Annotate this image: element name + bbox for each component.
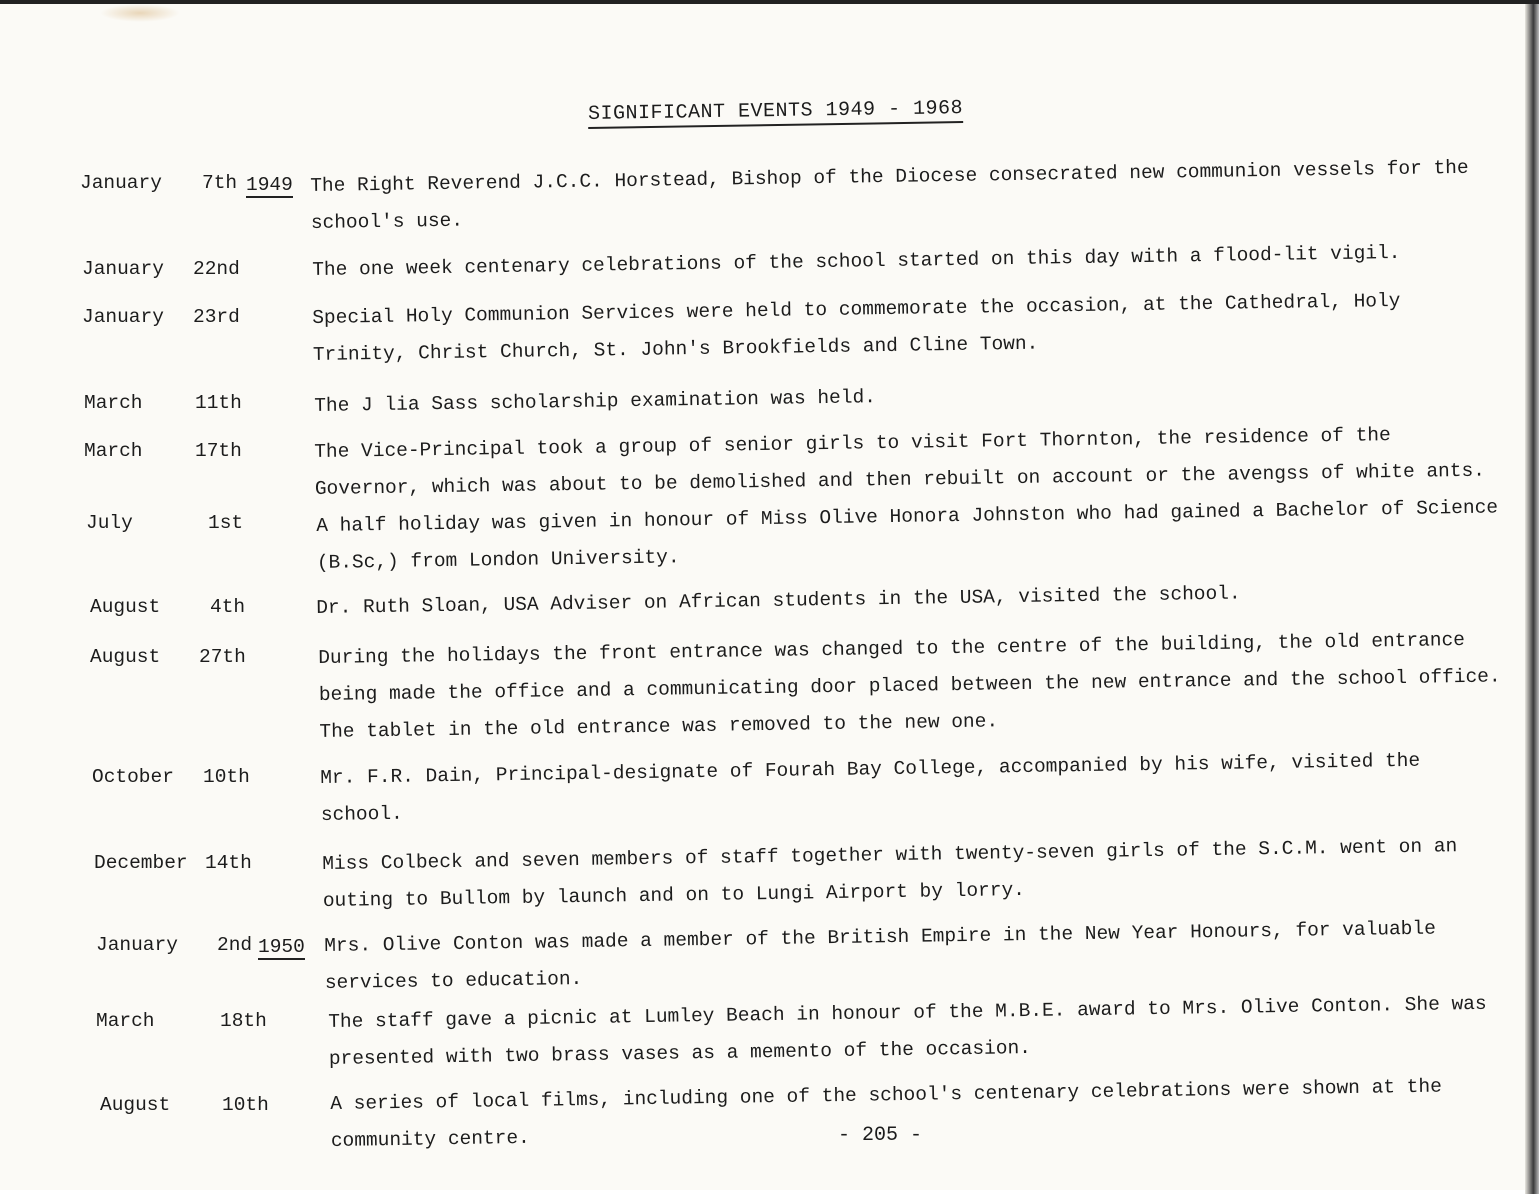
event-month: August (100, 1094, 171, 1116)
event-month: March (96, 1010, 155, 1032)
event-month: July (86, 512, 133, 534)
event-description: Mr. F.R. Dain, Principal-designate of Fourah Bay College, accompanied by his wife, visited the school. (320, 749, 1421, 826)
page-title: SIGNIFICANT EVENTS 1949 - 1968 (588, 97, 963, 129)
event-month: March (84, 392, 143, 414)
event-day: 7th (202, 172, 238, 194)
event-description: The Vice-Principal took a group of senior girls to visit Fort Thornton, the residence of the Governor, which was about to be demolished and then rebuilt on account or the avengss of white ants. (314, 424, 1486, 500)
paper-stain (100, 4, 180, 22)
event-description: During the holidays the front entrance was changed to the centre of the building, the old entrance being made the office and a communicating door placed between the new entrance and the school office. The tablet in the old entrance was removed to the new one. (318, 628, 1501, 743)
event-description: A series of local films, including one of the school's centenary celebrations were shown at the community centre. (330, 1075, 1443, 1152)
event-day: 2nd (217, 934, 253, 956)
event-description: Dr. Ruth Sloan, USA Adviser on African students in the USA, visited the school. (316, 582, 1241, 619)
event-description: The one week centenary celebrations of the school started on this day with a flood-lit vigil. (312, 241, 1401, 281)
event-month: March (84, 440, 143, 462)
event-description: The Right Reverend J.C.C. Horstead, Bishop of the Diocese consecrated new communion vessels for the school's use. (310, 156, 1469, 234)
event-description: Mrs. Olive Conton was made a member of the British Empire in the New Year Honours, for valuable services to education. (324, 917, 1437, 994)
event-month: January (82, 306, 164, 328)
event-day: 1st (208, 512, 244, 534)
event-day: 10th (203, 766, 250, 788)
event-month: August (90, 646, 161, 668)
event-year: 1950 (258, 936, 305, 958)
event-entry (0, 628, 1520, 743)
event-month: December (94, 852, 188, 874)
event-day: 27th (199, 646, 246, 668)
page-number: - 205 - (838, 1124, 923, 1147)
event-day: 22nd (193, 258, 240, 280)
event-description: A half holiday was given in honour of Miss Olive Honora Johnston who had gained a Bachelor of Science (B.Sc,) from London University. (316, 496, 1499, 574)
event-day: 14th (205, 852, 252, 874)
event-day: 18th (220, 1010, 267, 1032)
event-month: October (92, 766, 174, 788)
event-day: 23rd (193, 306, 240, 328)
event-description: The J lia Sass scholarship examination was held. (314, 386, 877, 417)
event-description: Special Holy Communion Services were held to commemorate the occasion, at the Cathedral, Holy Trinity, Christ Church, St. John's Brookfields and Cline Town. (312, 289, 1401, 366)
event-day: 11th (195, 392, 242, 414)
event-day: 10th (222, 1094, 269, 1116)
event-month: January (96, 934, 178, 956)
event-description: The staff gave a picnic at Lumley Beach in honour of the M.B.E. award to Mrs. Olive Conton. She was presented with two brass vases as a memento of the occasion. (328, 992, 1487, 1070)
paper-edge (1525, 4, 1539, 1194)
event-month: August (90, 596, 161, 618)
event-day: 17th (195, 440, 242, 462)
event-day: 4th (210, 596, 246, 618)
event-year: 1949 (246, 174, 293, 196)
event-month: January (82, 258, 164, 280)
event-description: Miss Colbeck and seven members of staff together with twenty-seven girls of the S.C.M. went on an outing to Bullom by launch and on to Lungi Airport by lorry. (322, 835, 1458, 912)
event-entry (0, 1075, 1520, 1174)
event-month: January (80, 172, 162, 194)
